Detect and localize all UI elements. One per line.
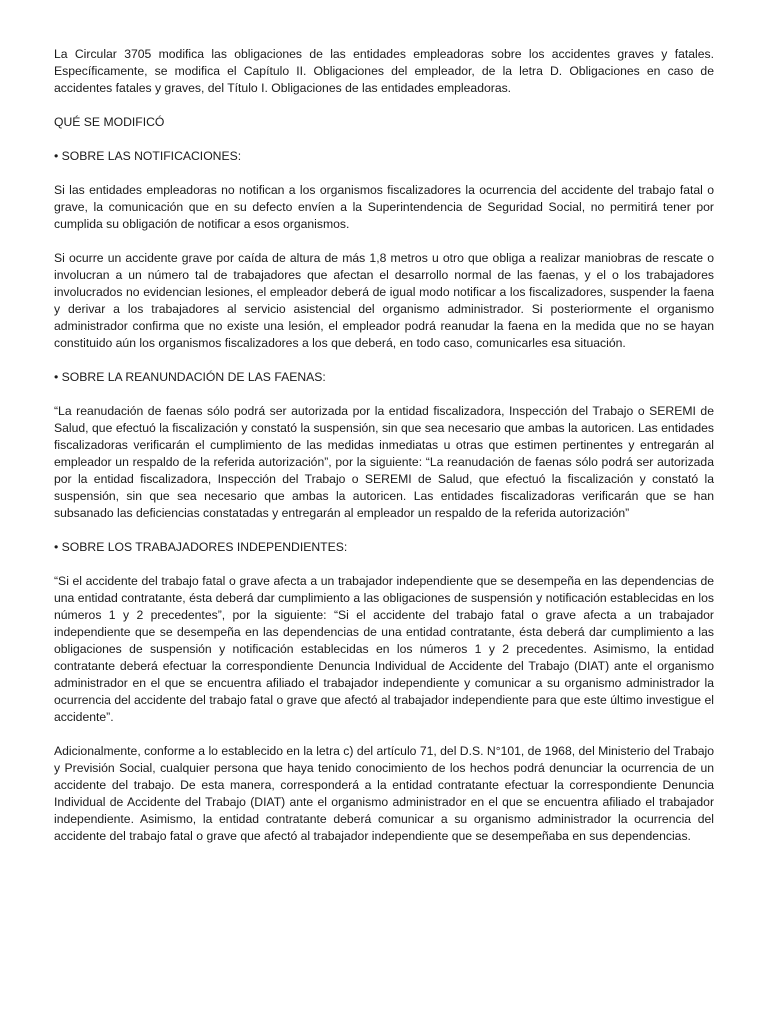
section-paragraph: Si las entidades empleadoras no notifican a los organismos fiscalizadores la ocurrencia del accidente del trabajo fatal o grave, la comunicación que en su defecto envíen a la Superintendencia de Seguridad Social, no permitirá tener por cumplida su obligación de notificar a esos organismos.: [54, 183, 714, 231]
section-paragraph: “La reanudación de faenas sólo podrá ser autorizada por la entidad fiscalizadora, Inspección del Trabajo o SEREMI de Salud, que efectuó la fiscalización y constató la suspensión, sin que sea necesario que ambas la autoricen. Las entidades fiscalizadoras verificarán el cumplimiento de las medidas inmediatas u otras que estimen pertinentes y entregarán al empleador un respaldo de la referida autorización”, por la siguiente: “La reanudación de faenas sólo podrá ser autorizada por la entidad fiscalizadora, Inspección del Trabajo o SEREMI de Salud, que efectuó la fiscalización y constató la suspensión, sin que sea necesario que ambas la autoricen. Las entidades fiscalizadoras verificarán que se han subsanado las deficiencias constatadas y entregarán al empleador un respaldo de la referida autorización”: [54, 404, 714, 520]
document-body: [54, 46, 714, 862]
section-paragraph: Si ocurre un accidente grave por caída de altura de más 1,8 metros u otro que obliga a realizar maniobras de rescate o involucran a un número tal de trabajadores que afectan el desarrollo normal de las faenas, y el o los trabajadores involucrados no evidencian lesiones, el empleador deberá de igual modo notificar a los fiscalizadores, suspender la faena y derivar a los trabajadores al servicio asistencial del organismo administrador. Si posteriormente el organismo administrador confirma que no existe una lesión, el empleador podrá reanudar la faena en la medida que no se hayan constituido aún los organismos fiscalizadores a los que deberá, en todo caso, comunicarles esa situación.: [54, 251, 714, 350]
section-heading-independientes: • SOBRE LOS TRABAJADORES INDEPENDIENTES:: [54, 540, 348, 554]
section-paragraph: “Si el accidente del trabajo fatal o grave afecta a un trabajador independiente que se desempeña en las dependencias de una entidad contratante, ésta deberá dar cumplimiento a las obligaciones de suspensión y notificación establecidas en los números 1 y 2 precedentes”, por la siguiente: “Si el accidente del trabajo fatal o grave afecta a un trabajador independiente que se desempeña en las dependencias de una entidad contratante, ésta deberá dar cumplimiento a las obligaciones de suspensión y notificación establecidas en los números 1 y 2 precedentes. Asimismo, la entidad contratante deberá efectuar la correspondiente Denuncia Individual de Accidente del Trabajo (DIAT) ante el organismo administrador en el que se encuentra afiliado el trabajador independiente y comunicar a su organismo administrador la ocurrencia del accidente del trabajo fatal o grave que afectó al trabajador independiente para que este último investigue el accidente”.: [54, 574, 714, 724]
intro-paragraph: La Circular 3705 modifica las obligaciones de las entidades empleadoras sobre los accidentes graves y fatales. Específicamente, se modifica el Capítulo II. Obligaciones del empleador, de la letra D. Obligaciones en caso de accidentes fatales y graves, del Título I. Obligaciones de las entidades empleadoras.: [54, 47, 714, 95]
section-paragraph: Adicionalmente, conforme a lo establecido en la letra c) del artículo 71, del D.S. N°101, de 1968, del Ministerio del Trabajo y Previsión Social, cualquier persona que haya tenido conocimiento de los hechos podrá denunciar la ocurrencia de un accidente del trabajo. De esta manera, corresponderá a la entidad contratante efectuar la correspondiente Denuncia Individual de Accidente del Trabajo (DIAT) ante el organismo administrador en el que se encuentra afiliado el trabajador independiente. Asimismo, la entidad contratante deberá comunicar a su organismo administrador la ocurrencia del accidente del trabajo fatal o grave que afectó al trabajador independiente que se desempeñaba en sus dependencias.: [54, 744, 714, 843]
main-heading: QUÉ SE MODIFICÓ: [54, 115, 165, 129]
section-heading-notificaciones: • SOBRE LAS NOTIFICACIONES:: [54, 149, 242, 163]
section-heading-reanudacion: • SOBRE LA REANUNDACIÓN DE LAS FAENAS:: [54, 370, 326, 384]
